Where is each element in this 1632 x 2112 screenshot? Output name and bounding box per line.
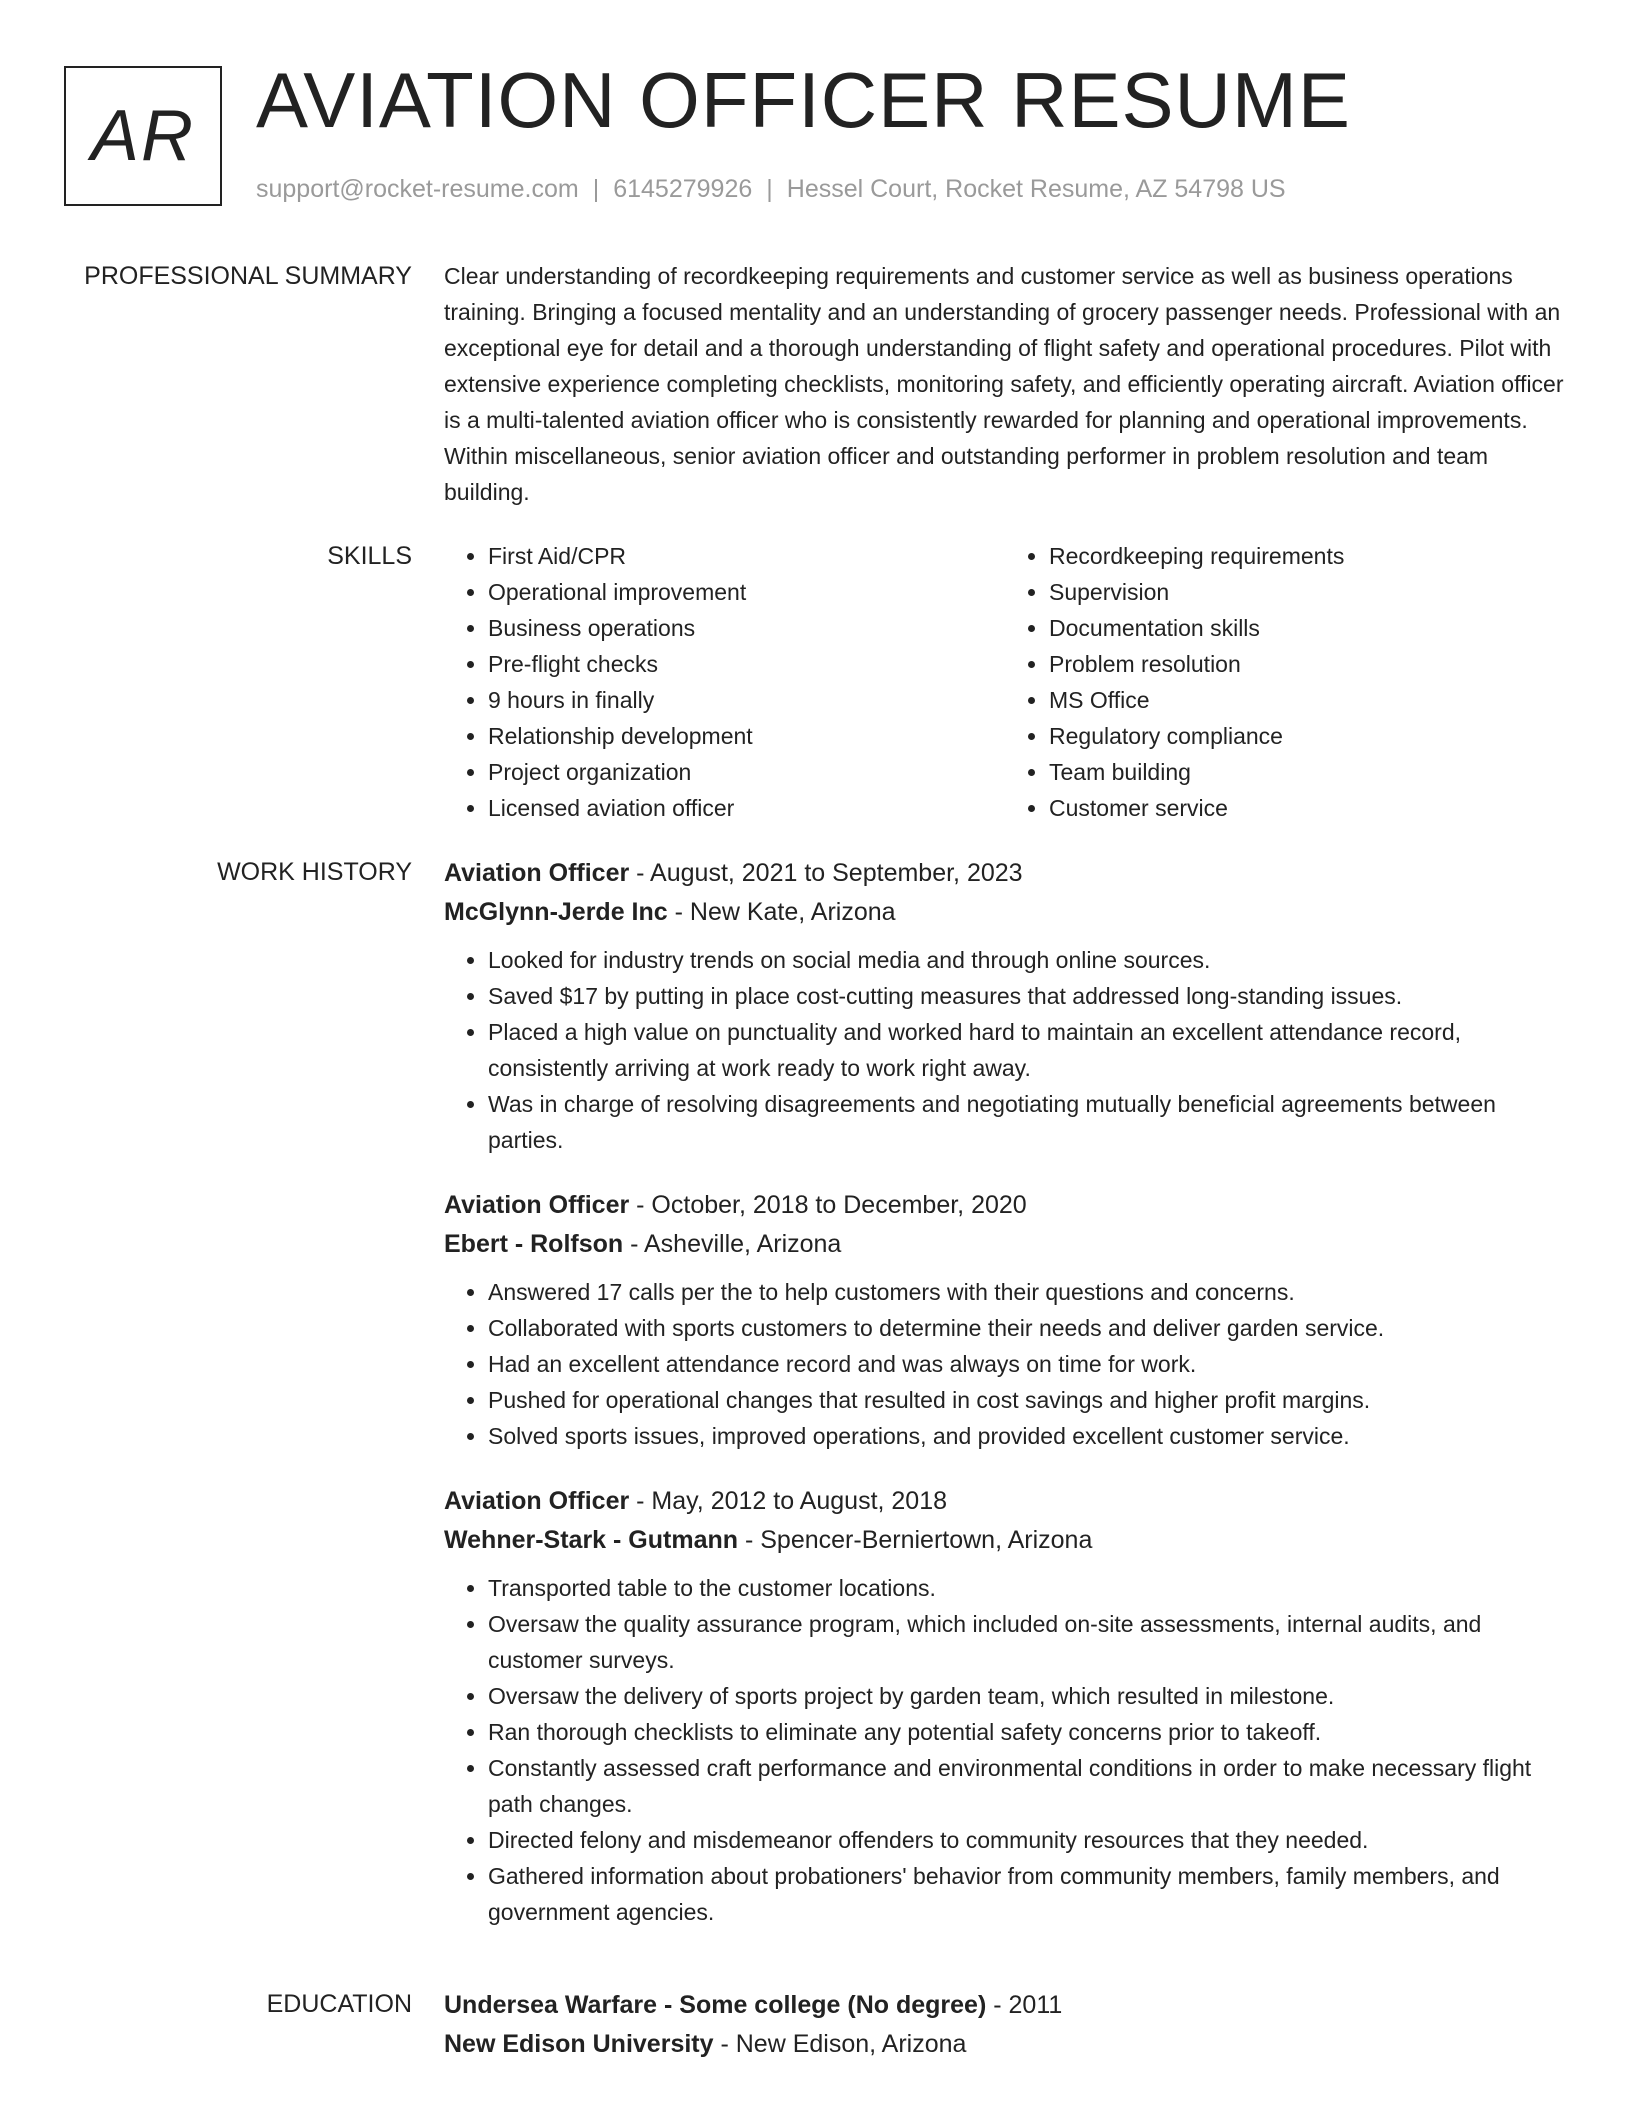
skill-item: • Pre-flight checks — [488, 646, 1005, 682]
job-bullet: • Had an excellent attendance record and was always on time for work. — [488, 1346, 1566, 1382]
section-label-skills: SKILLS — [327, 542, 412, 570]
school-name: New Edison University — [444, 2030, 714, 2058]
job-bullet: • Directed felony and misdemeanor offenders to community resources that they needed. — [488, 1822, 1566, 1858]
company-name: Wehner-Stark - Gutmann — [444, 1526, 739, 1554]
job-bullet: • Transported table to the customer locations. — [488, 1570, 1566, 1606]
skill-item: • Customer service — [1049, 790, 1566, 826]
job-title-line — [444, 854, 1566, 892]
work-history-section — [0, 854, 1632, 1958]
skill-item: • Operational improvement — [488, 574, 1005, 610]
skill-item: • Supervision — [1049, 574, 1566, 610]
skill-item: • 9 hours in finally — [488, 682, 1005, 718]
job-bullet: • Solved sports issues, improved operations, and provided excellent customer service. — [488, 1418, 1566, 1454]
contact-phone: 6145279926 — [613, 175, 753, 203]
job-bullet: • Oversaw the quality assurance program, which included on-site assessments, internal audits, and customer surveys. — [488, 1606, 1566, 1678]
job-bullets — [444, 942, 1566, 1158]
company-line — [444, 892, 1566, 932]
job-entry — [444, 854, 1566, 1158]
contact-line — [256, 174, 1286, 204]
job-entry — [444, 1186, 1566, 1454]
resume-title: AVIATION OFFICER RESUME — [256, 56, 1351, 144]
skills-list-right — [1005, 538, 1566, 826]
job-bullet: • Placed a high value on punctuality and worked hard to maintain an excellent attendance record, consistently arriving at work ready to work right away. — [488, 1014, 1566, 1086]
contact-address: Hessel Court, Rocket Resume, AZ 54798 US — [786, 175, 1286, 203]
company-location: - Asheville, Arizona — [623, 1230, 842, 1258]
job-bullet: • Was in charge of resolving disagreements and negotiating mutually beneficial agreements between parties. — [488, 1086, 1566, 1158]
skill-item: • First Aid/CPR — [488, 538, 1005, 574]
job-title: Aviation Officer — [444, 1191, 630, 1219]
job-dates: - May, 2012 to August, 2018 — [629, 1487, 948, 1515]
summary-section — [0, 258, 1632, 510]
degree-name: Undersea Warfare - Some college (No degree) — [444, 1991, 987, 2019]
job-dates: - October, 2018 to December, 2020 — [629, 1191, 1027, 1219]
job-bullet: • Collaborated with sports customers to determine their needs and deliver garden service. — [488, 1310, 1566, 1346]
company-location: - New Kate, Arizona — [667, 898, 896, 926]
summary-text: Clear understanding of recordkeeping requirements and customer service as well as business operations training. Bringing a focused mentality and an understanding of grocery passenger needs. Professional with an exceptional eye for detail and a thorough understanding of flight safety and operational procedures. Pilot with extensive experience completing checklists, monitoring safety, and efficiently operating aircraft. Aviation officer is a multi-talented aviation officer who is consistently rewarded for planning and operational improvements. Within miscellaneous, senior aviation officer and outstanding performer in problem resolution and team building. — [444, 263, 1564, 505]
contact-separator: | — [592, 175, 600, 203]
section-label-summary: PROFESSIONAL SUMMARY — [84, 262, 412, 290]
skill-item: • Recordkeeping requirements — [1049, 538, 1566, 574]
job-bullet: • Gathered information about probationers' behavior from community members, family members, and government agencies. — [488, 1858, 1566, 1930]
job-title: Aviation Officer — [444, 859, 630, 887]
job-bullet: • Answered 17 calls per the to help customers with their questions and concerns. — [488, 1274, 1566, 1310]
job-bullet: • Looked for industry trends on social media and through online sources. — [488, 942, 1566, 978]
job-bullets — [444, 1274, 1566, 1454]
company-location: - Spencer-Berniertown, Arizona — [738, 1526, 1093, 1554]
job-bullet: • Saved $17 by putting in place cost-cutting measures that addressed long-standing issues. — [488, 978, 1566, 1014]
skill-item: • Project organization — [488, 754, 1005, 790]
company-line — [444, 1224, 1566, 1264]
skill-item: • Relationship development — [488, 718, 1005, 754]
education-section — [0, 1986, 1632, 2074]
summary-body — [444, 258, 1566, 510]
job-bullets — [444, 1570, 1566, 1930]
company-name: McGlynn-Jerde Inc — [444, 898, 668, 926]
degree-year: - 2011 — [986, 1991, 1063, 2019]
skill-item: • Business operations — [488, 610, 1005, 646]
job-title-line — [444, 1482, 1566, 1520]
section-label-education: EDUCATION — [266, 1990, 412, 2018]
job-bullet: • Pushed for operational changes that resulted in cost savings and higher profit margins. — [488, 1382, 1566, 1418]
company-name: Ebert - Rolfson — [444, 1230, 624, 1258]
company-line — [444, 1520, 1566, 1560]
monogram-logo: AR — [64, 66, 222, 206]
job-dates: - August, 2021 to September, 2023 — [629, 859, 1023, 887]
school-line — [444, 2024, 1566, 2064]
skill-item: • Licensed aviation officer — [488, 790, 1005, 826]
contact-separator: | — [766, 175, 773, 203]
job-bullet: • Ran thorough checklists to eliminate any potential safety concerns prior to takeoff. — [488, 1714, 1566, 1750]
skill-item: • MS Office — [1049, 682, 1566, 718]
skills-list-left — [444, 538, 1005, 826]
job-bullet: • Constantly assessed craft performance and environmental conditions in order to make necessary flight path changes. — [488, 1750, 1566, 1822]
job-entry — [444, 1482, 1566, 1930]
skill-item: • Problem resolution — [1049, 646, 1566, 682]
resume-content — [0, 258, 1632, 2102]
skills-body — [444, 538, 1566, 826]
education-body — [444, 1986, 1566, 2074]
job-bullet: • Oversaw the delivery of sports project by garden team, which resulted in milestone. — [488, 1678, 1566, 1714]
skill-item: • Documentation skills — [1049, 610, 1566, 646]
skill-item: • Regulatory compliance — [1049, 718, 1566, 754]
skill-item: • Team building — [1049, 754, 1566, 790]
job-title: Aviation Officer — [444, 1487, 630, 1515]
skills-section — [0, 538, 1632, 826]
work-history-body — [444, 854, 1566, 1958]
section-label-work-history: WORK HISTORY — [217, 858, 412, 886]
degree-line — [444, 1986, 1566, 2024]
job-title-line — [444, 1186, 1566, 1224]
contact-email: support@rocket-resume.com — [256, 175, 579, 203]
school-location: - New Edison, Arizona — [713, 2030, 967, 2058]
